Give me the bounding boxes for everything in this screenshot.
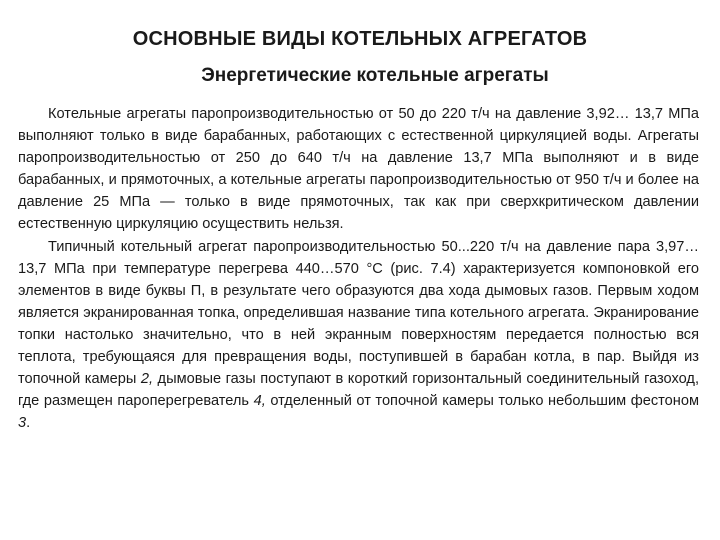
- paragraph-2-part-1: Типичный котельный агрегат паропроизводительностью 50...220 т/ч на давление пара 3,97… 13,7 МПа при температуре перегрева 440…570 °С (рис. 7.4) характеризуется компоновкой его элементов в виде буквы П, в результате чего образуются два хода дымовых газов. Первым ходом является экранированная топка, определившая название типа котельного агрегата. Экранирование топки настолько значительно, что в ней экранным поверхностям передается полностью вся теплота, требующаяся для превращения воды, поступившей в барабан котла, в пар. Выйдя из топочной камеры: [18, 239, 699, 387]
- paragraph-2-part-4: .: [26, 414, 31, 431]
- figure-ref-3: 3: [18, 414, 27, 431]
- figure-ref-4: 4,: [253, 392, 266, 409]
- paragraph-2-part-2: дымовые газы поступают в короткий горизонтальный соединительный газоход, где размещен пароперегреватель: [18, 370, 699, 409]
- paragraph-2: [18, 237, 699, 434]
- figure-ref-2: 2,: [140, 370, 154, 387]
- body-text: [18, 104, 699, 435]
- slide-title: ОСНОВНЫЕ ВИДЫ КОТЕЛЬНЫХ АГРЕГАТОВ: [132, 28, 588, 50]
- slide-subtitle: Энергетические котельные агрегаты: [201, 65, 549, 86]
- paragraph-2-part-3: отделенный от топочной камеры только небольшим фестоном: [265, 392, 700, 409]
- paragraph-1: Котельные агрегаты паропроизводительностью от 50 до 220 т/ч на давление 3,92… 13,7 МПа выполняют только в виде барабанных, работающих с естественной циркуляцией воды. Агрегаты паропроизводительностью от 250 до 640 т/ч на давление 13,7 МПа выполняют и в виде барабанных, и прямоточных, а котельные агрегаты паропроизводительностью от 950 т/ч и более на давление 25 МПа — только в виде прямоточных, так как при сверхкритическом давлении естественную циркуляцию осуществить нельзя.: [18, 106, 699, 232]
